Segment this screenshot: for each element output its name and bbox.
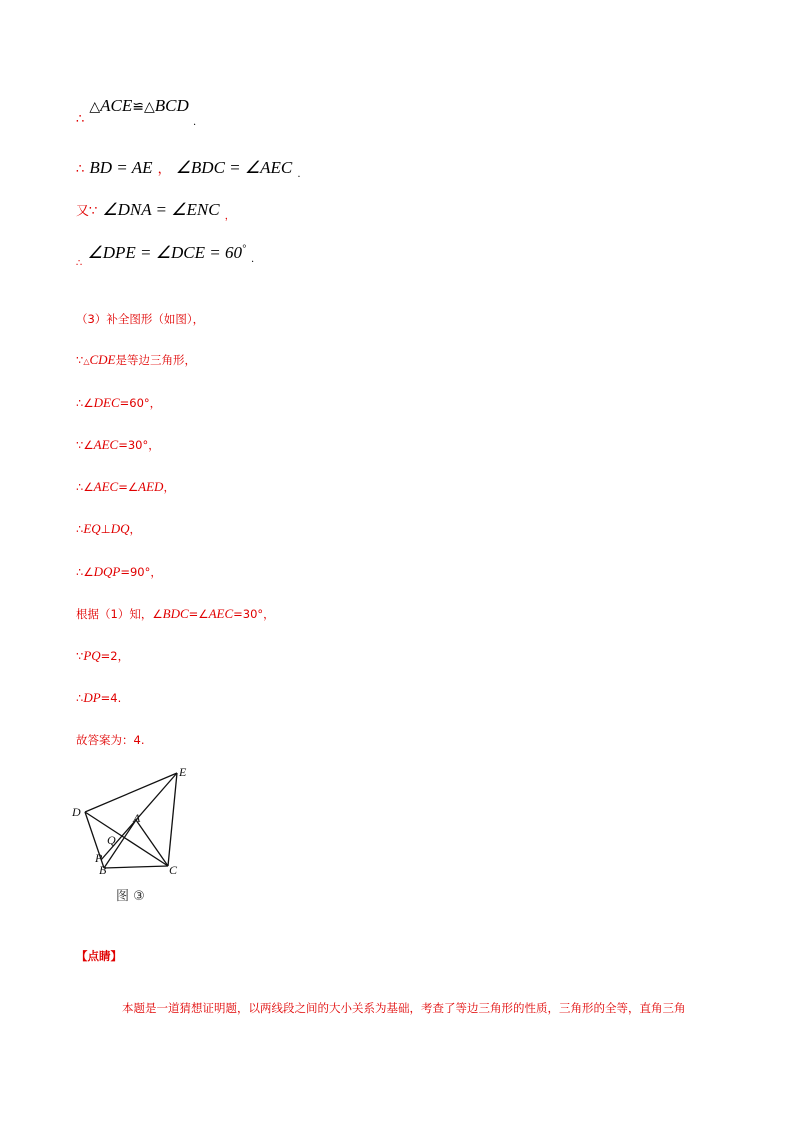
solution-line-10: ∴DP=4. (76, 690, 122, 705)
comma: ， (157, 162, 171, 177)
equation: BD = AE (89, 158, 153, 177)
figure-caption: 图 ③ (116, 889, 145, 904)
therefore-symbol: ∴ (76, 258, 83, 269)
line-end-dot: . (251, 254, 255, 266)
line-end-dot: . (193, 117, 197, 129)
solution-line-5: ∴∠AEC=∠AED， (76, 479, 175, 494)
solution-line-9: ∵PQ=2， (76, 648, 130, 663)
segment-EC (168, 773, 177, 866)
label-C: C (169, 863, 178, 877)
label-A: A (133, 811, 141, 825)
proof-line-3 (76, 200, 235, 222)
label-B: B (99, 863, 107, 877)
label-Q: Q (107, 833, 116, 847)
congruence-statement: △ACE≌△BCD (89, 96, 189, 115)
line-end-comma: ， (224, 211, 235, 223)
equation: ∠BDC = ∠AEC (175, 158, 293, 177)
segment-AC (136, 820, 168, 866)
line-end-dot: . (297, 169, 301, 181)
equation: ∠DNA = ∠ENC (102, 200, 220, 219)
solution-line-8: 根据（1）知，∠BDC=∠AEC=30°， (76, 606, 275, 621)
equation: ∠DPE = ∠DCE = 60° (87, 243, 246, 262)
solution-line-4: ∵∠AEC=30°， (76, 437, 160, 452)
proof-line-4 (76, 243, 255, 269)
geometry-figure (66, 762, 206, 912)
proof-line-2 (76, 158, 301, 180)
solution-line-1: （3）补全图形（如图）， (76, 312, 205, 326)
comment-tag: 【点睛】 (76, 949, 122, 963)
solution-line-3: ∴∠DEC=60°， (76, 395, 162, 410)
solution-line-2: ∵△CDE是等边三角形， (76, 352, 196, 367)
label-P: P (95, 851, 103, 865)
label-E: E (179, 765, 187, 779)
segment-BC (104, 866, 168, 868)
because-prefix: 又∵ (76, 204, 98, 219)
label-D: D (72, 805, 81, 819)
solution-line-7: ∴∠DQP=90°， (76, 564, 162, 579)
segment-DE (85, 773, 177, 812)
therefore-symbol: ∴ (76, 112, 85, 127)
answer-line: 故答案为：4. (76, 733, 145, 747)
solution-line-6: ∴EQ⊥DQ， (76, 521, 141, 536)
comment-text: 本题是一道猜想证明题，以两线段之间的大小关系为基础，考查了等边三角形的性质，三角形的全等，直角三角 (122, 1001, 686, 1015)
proof-line-1 (76, 96, 197, 129)
therefore-symbol: ∴ (76, 162, 85, 177)
